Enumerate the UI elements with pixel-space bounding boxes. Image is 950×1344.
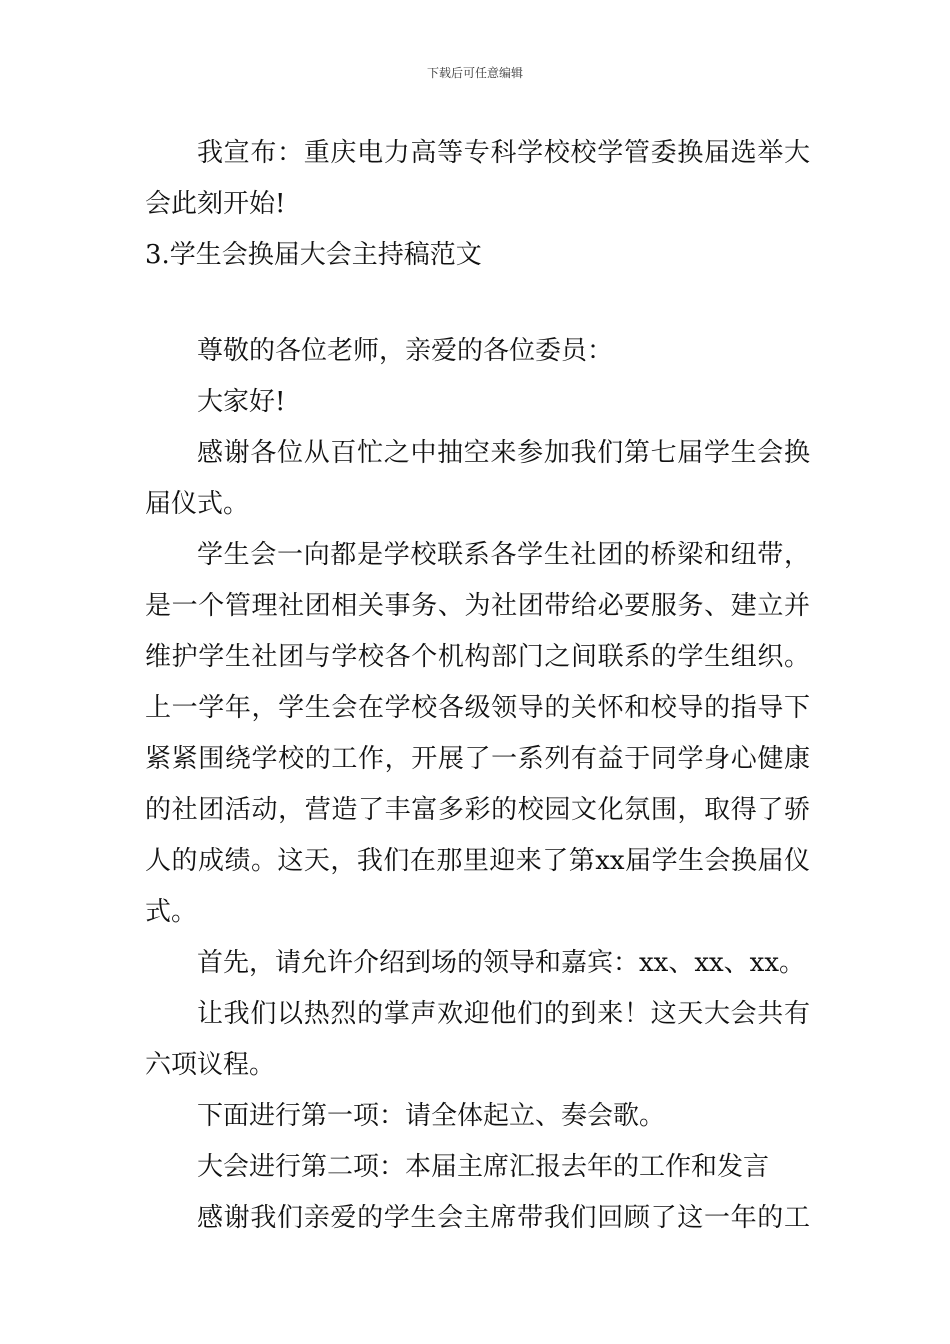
paragraph-line: 人的成绩。这天，我们在那里迎来了第xx届学生会换届仪 (145, 846, 810, 876)
greeting: 大家好! (197, 387, 286, 417)
paragraph-line: 届仪式。 (145, 489, 250, 519)
paragraph-line: 大会进行第二项：本届主席汇报去年的工作和发言 (197, 1152, 770, 1182)
paragraph-line: 首先，请允许介绍到场的领导和嘉宾：xx、xx、xx。 (197, 948, 805, 978)
blank-gap (145, 281, 810, 326)
page-header: 下载后可任意编辑 (426, 66, 523, 80)
paragraph-line: 感谢各位从百忙之中抽空来参加我们第七届学生会换 (197, 438, 810, 468)
paragraph-line: 维护学生社团与学校各个机构部门之间联系的学生组织。 (145, 642, 810, 672)
paragraph-line: 学生会一向都是学校联系各学生社团的桥梁和纽带， (197, 540, 810, 570)
paragraph-line: 六项议程。 (145, 1050, 276, 1080)
paragraph-line: 让我们以热烈的掌声欢迎他们的到来！这天大会共有 (197, 999, 810, 1029)
paragraph-line: 感谢我们亲爱的学生会主席带我们回顾了这一年的工 (197, 1203, 810, 1233)
document-body (145, 128, 810, 1244)
paragraph-line: 我宣布：重庆电力高等专科学校校学管委换届选举大 (197, 138, 810, 168)
paragraph-line: 会此刻开始! (145, 189, 286, 219)
paragraph-line: 上一学年，学生会在学校各级领导的关怀和校导的指导下 (145, 693, 810, 723)
paragraph-line: 是一个管理社团相关事务、为社团带给必要服务、建立并 (145, 591, 810, 621)
paragraph-line: 式。 (145, 897, 198, 927)
paragraph-line: 的社团活动，营造了丰富多彩的校园文化氛围，取得了骄 (145, 795, 810, 825)
paragraph-line: 下面进行第一项：请全体起立、奏会歌。 (197, 1101, 666, 1131)
paragraph-line: 紧紧围绕学校的工作，开展了一系列有益于同学身心健康 (145, 744, 810, 774)
section-heading: 3.学生会换届大会主持稿范文 (145, 240, 482, 270)
salutation: 尊敬的各位老师，亲爱的各位委员： (197, 336, 614, 366)
